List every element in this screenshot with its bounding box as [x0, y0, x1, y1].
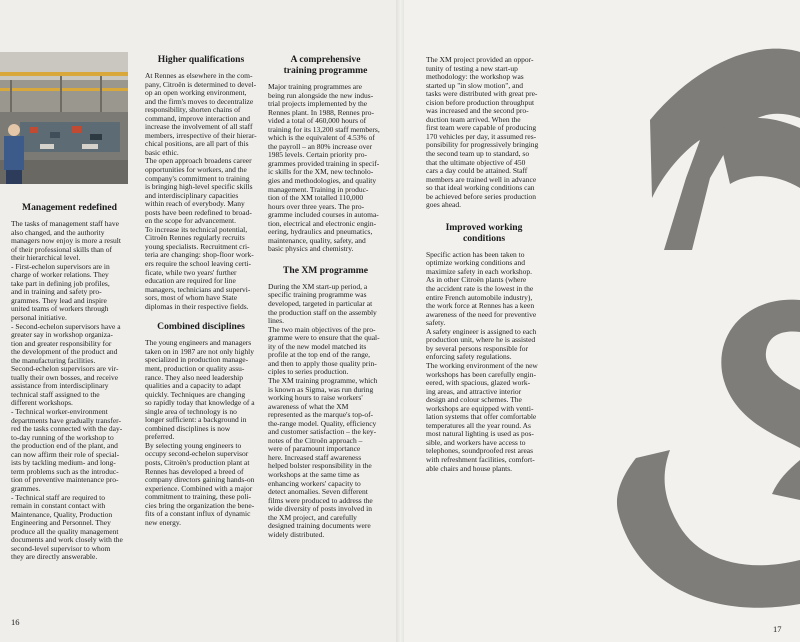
- start-up-methodology-text: The XM project provided an oppor- tunity of testing a new start-up methodology: the workshop was started up "in slow motion", and tasks were distributed with great pre- cision before production throughput was increased and the second pro- duction team arrived. When the first team were capable of producing 170 vehicles per day, it assumed res- ponsibility for progressively bringing the second team up to standard, so that the ultimate objective of 450 cars a day could be attained. Staff members are trained well in advance so that ideal working conditions can be achieved before series production goes ahead.: [426, 55, 539, 210]
- higher-qualifications-text: At Rennes as elsewhere in the com- pany, Citroën is determined to devel- op an open working environment, and the firm's moves to decentralize responsibility, shorten chains of command, improve interaction and increase the involvement of all staff members, irrespective of their hierar- chical positions, are all part of this basic ethic. The open approach broadens career opportunities for workers, and the company's commitment to training is bringing high-level specific skills and interdisciplinary capacities within reach of everybody. Many posts have been redefined to broad- en the scope for advancement. To increase its technical potential, Citroën Rennes regularly recruits young specialists. Recruitment cri- teria are changing: shop-floor work- ers require the school leaving certi- ficate, while two years' further education are required for line managers, technicians and supervi- sors, most of whom have State diplomas in their respective fields.: [145, 71, 257, 311]
- letter-s-shape: [721, 300, 800, 448]
- combined-disciplines-text: The young engineers and managers taken on in 1987 are not only highly specialized in production manage- ment, production or quality assu- rance. They also need leadership qualities and a capacity to adapt quickly. Techniques are changing so rapidly today that knowledge of a single area of technology is no longer sufficient: a background in combined disciplines is now preferred. By selecting young engineers to occupy second-echelon supervisor posts, Citroën's production plant at Rennes has developed a breed of company directors gaining hands-on experience. Combined with a major commitment to training, these poli- cies bring the organization the bene- fits of a constant influx of dynamic new energy.: [145, 338, 255, 527]
- factory-photo: [0, 52, 128, 184]
- right-page: [400, 0, 800, 642]
- heading-improved-working-conditions: Improved working conditions: [445, 221, 523, 244]
- page-number-right: 17: [773, 624, 782, 634]
- xm-programme-text: During the XM start-up period, a specific training programme was developed, targeted in particular at the production staff on the assembly lines. The two main objectives of the pro- gramme were to ensure that the qual- ity of the new model matched its profile at the top end of the range, and then to apply those quality prin- ciples to series production. The XM training programme, which is known as Sigma, was run during working hours to raise workers' awareness of what the XM represented as the marque's top-of- the-range model. Quality, efficiency and customer satisfaction – the key- notes of the Citroën approach – were of paramount importance here. Increased staff awareness helped bolster responsibility in the workshops at the same time as enhancing workers' capacity to detect anomalies. Seven different films were produced to address the wide diversity of posts involved in the XM project, and carefully designed training documents were widely distributed.: [268, 281, 380, 539]
- right-col-1: [426, 56, 542, 473]
- page-gutter: [396, 0, 404, 642]
- page-number-left: 16: [11, 617, 20, 627]
- heading-comprehensive-training: A comprehensive training programme: [283, 54, 368, 76]
- factory-workshop-illustration: [0, 52, 128, 184]
- left-col-1: [11, 202, 128, 562]
- heading-management-redefined: Management redefined: [22, 202, 117, 213]
- left-col-3: [268, 54, 383, 539]
- comprehensive-training-text: Major training programmes are being run alongside the new indus- trial projects implemented by the Rennes plant. In 1988, Rennes pro- vided a total of 460,000 hours of training for its 13,200 staff members, which is the equivalent of 4.53% of the payroll – an 80% increase over 1985 levels. Certain priority pro- grammes provided training in specif- ic skills for the XM, new technolo- gies and methodologies, and quality management. Training in produc- tion of the XM totalled 110,000 hours over three years. The pro- gramme included courses in automa- tion, electrical and electronic engin- eering, hydraulics and pneumatics, maintenance, quality, safety, and basic physics and chemistry.: [268, 82, 380, 254]
- heading-combined-disciplines: Combined disciplines: [157, 321, 245, 333]
- management-redefined-text: The tasks of management staff have also changed, and the authority managers now enjoy is more a result of their professional skills than of their hierarchical level. - First-echelon supervisors are in charge of worker relations. They take part in defining job profiles, and in training and safety pro- grammes. They lead and inspire united teams of workers through personal initiative. - Second-echelon supervisors have a greater say in workshop organiza- tion and greater responsibility for the development of the product and the manufacturing facilities. Second-echelon supervisors are vir- tually their own bosses, and receive assistance from interdisciplinary technical staff assigned to the different workshops. - Technical worker-environment departments have gradually transfer- red the tasks connected with the day- to-day running of the workshop to the production end of the plant, and can now affirm their role of special- ists by tackling medium- and long- term problems such as the introduc- tion of preventive maintenance pro- grammes. - Technical staff are required to remain in constant contact with Maintenance, Quality, Production Engineering and Personnel. They produce all the quality management documents and work closely with the second-level supervisor to whom they are directly answerable.: [11, 219, 123, 562]
- left-col-2: [145, 54, 257, 527]
- heading-xm-programme: The XM programme: [282, 264, 369, 276]
- heading-higher-qualifications: Higher qualifications: [157, 54, 245, 65]
- improved-working-conditions-text: Specific action has been taken to optimize working conditions and maximize safety in each workshop. As in other Citroën plants (where the accident rate is the lowest in the entire French automobile industry), the work force at Rennes has a keen awareness of the need for preventive safety. A safety engineer is assigned to each production unit, where he is assisted by several persons responsible for enforcing safety regulations. The working environment of the new workshops has been carefully engin- eered, with spacious, glazed work- ing areas, and attractive interior design and colour schemes. The workshops are equipped with venti- lation systems that offer comfortable temperatures all the year round. As most natural lighting is used as pos- sible, and workers have access to telephones, soundproofed rest areas with refreshment facilities, comfort- able chairs and house plants.: [426, 249, 538, 473]
